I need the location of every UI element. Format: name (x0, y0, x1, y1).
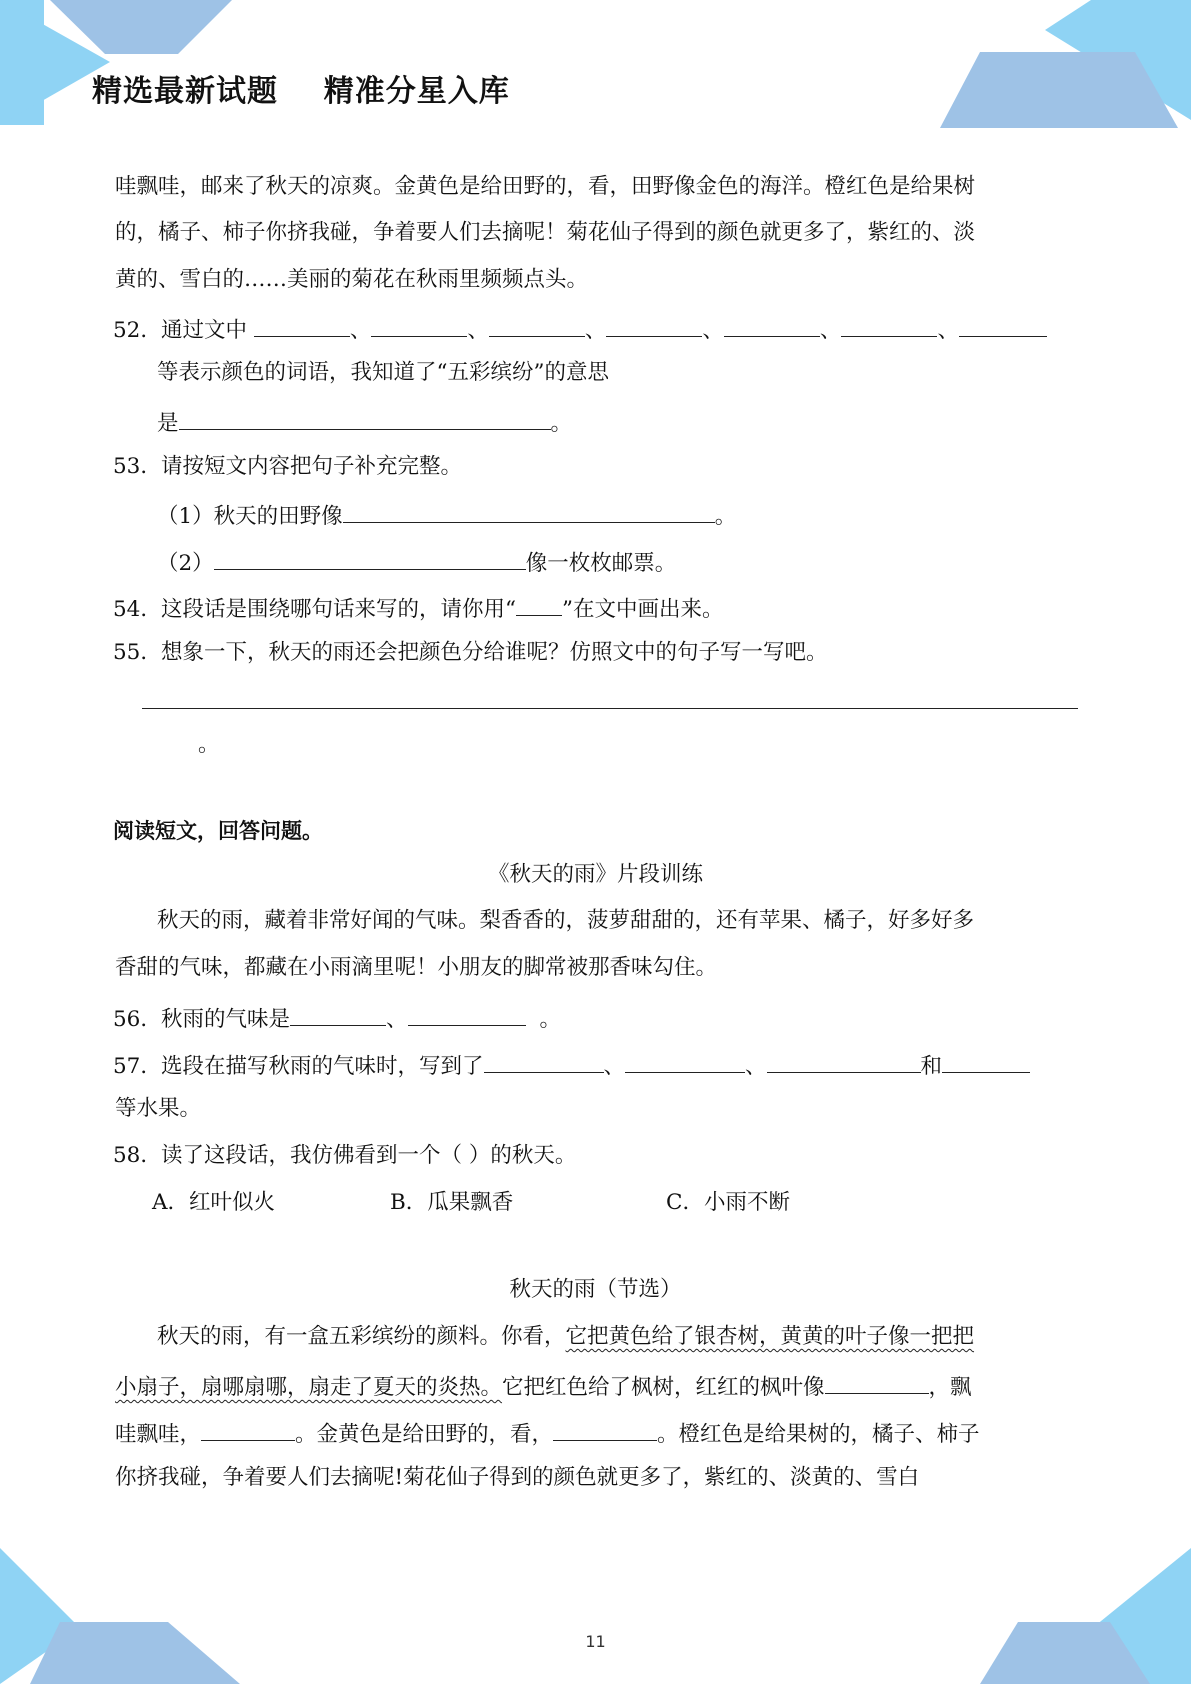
question-number: 55． (113, 640, 162, 665)
answer-blank[interactable] (179, 405, 551, 430)
answer-blank[interactable] (625, 1048, 745, 1073)
passage-title: 《秋天的雨》片段训练 (487, 862, 703, 887)
answer-line[interactable] (142, 708, 1078, 709)
wavy-underlined-text: 它把黄色给了银杏树，黄黄的叶子像一把把 (565, 1324, 975, 1349)
separator: 、 (467, 318, 489, 343)
answer-blank[interactable] (201, 1416, 295, 1441)
question-53 (113, 452, 462, 482)
page-number: 11 (585, 1632, 606, 1651)
answer-blank[interactable] (214, 545, 526, 570)
question-number: 56． (113, 1007, 162, 1032)
answer-blank[interactable] (767, 1048, 921, 1073)
question-54 (113, 591, 724, 621)
passage-text: ，飘 (928, 1375, 972, 1400)
option-c[interactable]: C．小雨不断 (666, 1190, 790, 1215)
answer-blank[interactable] (371, 312, 467, 337)
passage-line (157, 1322, 974, 1352)
option-b[interactable]: B．瓜果飘香 (390, 1190, 514, 1215)
question-text: （2） (157, 551, 214, 576)
corner-decoration-bottom-right (960, 1540, 1191, 1684)
passage-text: 。金黄色是给田野的，看， (295, 1422, 554, 1447)
question-52-line3 (157, 405, 572, 435)
passage-line: 的，橘子、柿子你挤我碰，争着要人们去摘呢！菊花仙子得到的颜色就更多了，紫红的、淡 (115, 220, 976, 245)
passage-line: 秋天的雨，藏着非常好闻的气味。梨香香的，菠萝甜甜的，还有苹果、橘子，好多好多 (157, 908, 975, 933)
question-53-sub1 (157, 498, 736, 528)
separator: 、 (937, 318, 959, 343)
question-text: 秋雨的气味是 (161, 1007, 291, 1032)
question-text: 。 (539, 1007, 562, 1032)
question-text: 请按短文内容把句子补充完整。 (161, 454, 463, 479)
passage-line: 香甜的气味，都藏在小雨滴里呢！小朋友的脚常被那香味勾住。 (115, 955, 718, 980)
question-number: 54． (113, 597, 162, 622)
separator: 、 (349, 318, 372, 343)
question-text: （1）秋天的田野像 (157, 504, 343, 529)
passage-title: 秋天的雨（节选） (509, 1277, 682, 1302)
answer-blank[interactable] (724, 312, 820, 337)
question-number: 57． (113, 1054, 162, 1079)
question-number: 58． (113, 1143, 162, 1168)
question-text: ”在文中画出来。 (562, 597, 724, 622)
answer-blank[interactable] (942, 1048, 1030, 1073)
passage-line: 黄的、雪白的……美丽的菊花在秋雨里频频点头。 (115, 267, 589, 292)
question-number: 53． (113, 454, 162, 479)
wavy-underlined-text: 小扇子，扇哪扇哪，扇走了夏天的炎热。 (115, 1375, 503, 1400)
separator: 、 (584, 318, 607, 343)
answer-blank[interactable] (606, 312, 702, 337)
question-text: 通过文中 (161, 318, 248, 343)
question-text: 和 (920, 1054, 943, 1079)
passage-line (115, 1416, 980, 1446)
mark-symbol (516, 591, 562, 616)
answer-blank[interactable] (825, 1369, 929, 1394)
question-55 (113, 638, 828, 668)
question-text: 想象一下，秋天的雨还会把颜色分给谁呢？仿照文中的句子写一写吧。 (161, 640, 828, 665)
question-52-line2: 等表示颜色的词语，我知道了“五彩缤纷”的意思 (157, 360, 609, 385)
passage-text: 它把红色给了枫树，红红的枫叶像 (502, 1375, 825, 1400)
answer-blank[interactable] (408, 1001, 526, 1026)
separator: 、 (819, 318, 842, 343)
question-number: 52． (113, 318, 162, 343)
question-53-sub2 (157, 545, 676, 575)
passage-line: 哇飘哇，邮来了秋天的凉爽。金黄色是给田野的，看，田野像金色的海洋。橙红色是给果树 (115, 174, 976, 199)
corner-decoration-top-right (930, 0, 1191, 135)
corner-decoration-top-left (0, 0, 240, 130)
question-57-line2: 等水果。 (115, 1096, 202, 1121)
answer-blank[interactable] (290, 1001, 386, 1026)
section-heading: 阅读短文，回答问题。 (113, 819, 323, 843)
question-text: 。 (714, 504, 737, 529)
question-55-end: 。 (198, 732, 220, 757)
question-text: 选段在描写秋雨的气味时，写到了 (161, 1054, 484, 1079)
answer-blank[interactable] (959, 312, 1047, 337)
answer-blank[interactable] (343, 498, 715, 523)
separator: 、 (603, 1054, 626, 1079)
answer-blank[interactable] (254, 312, 350, 337)
question-57 (113, 1048, 1030, 1078)
answer-blank[interactable] (841, 312, 937, 337)
passage-line: 你挤我碰，争着要人们去摘呢!菊花仙子得到的颜色就更多了，紫红的、淡黄的、雪白 (115, 1465, 920, 1490)
question-text: 像一枚枚邮票。 (525, 551, 677, 576)
passage-text: 。橙红色是给果树的，橘子、柿子 (657, 1422, 980, 1447)
question-text: 是 (157, 411, 179, 436)
question-text: 这段话是围绕哪句话来写的，请你用“ (161, 597, 516, 622)
passage-text: 秋天的雨，有一盒五彩缤纷的颜料。你看， (157, 1324, 566, 1349)
question-56 (113, 1001, 561, 1031)
separator: 、 (745, 1054, 767, 1079)
separator: 、 (386, 1007, 408, 1032)
question-text: 。 (550, 411, 573, 436)
option-a[interactable]: A．红叶似火 (152, 1190, 276, 1215)
answer-blank[interactable] (489, 312, 585, 337)
separator: 、 (702, 318, 724, 343)
passage-text: 哇飘哇， (115, 1422, 202, 1447)
passage-line (115, 1369, 972, 1399)
question-58 (113, 1141, 576, 1171)
answer-blank[interactable] (553, 1416, 657, 1441)
header-title: 精选最新试题 精准分星入库 (92, 74, 510, 109)
answer-blank[interactable] (484, 1048, 604, 1073)
question-52 (113, 312, 1047, 342)
corner-decoration-bottom-left (0, 1540, 260, 1684)
question-text: 读了这段话，我仿佛看到一个（ ）的秋天。 (161, 1143, 577, 1168)
